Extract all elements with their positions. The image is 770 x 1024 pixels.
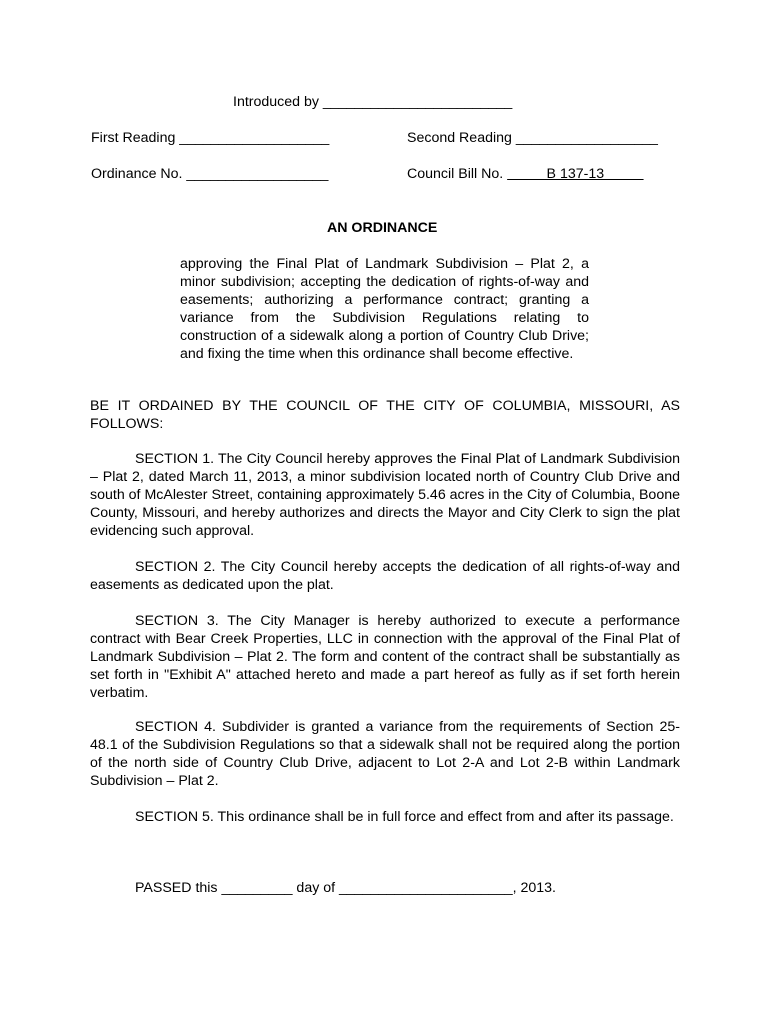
ordinance-summary: approving the Final Plat of Landmark Subdivision – Plat 2, a minor subdivision; accepting the dedication of rights-of-way and easements; authorizing a performance contract; granting a variance from the Subdivision Regulations relating to construction of a sidewalk along a portion of Country Club Drive; and fixing the time when this ordinance shall become effective. [180, 256, 589, 362]
enacting-clause: BE IT ORDAINED BY THE COUNCIL OF THE CITY OF COLUMBIA, MISSOURI, AS FOLLOWS: [90, 398, 680, 432]
section-2: SECTION 2. The City Council hereby accepts the dedication of all rights-of-way and easements as dedicated upon the plat. [90, 559, 680, 593]
council-bill-label: Council Bill No. [407, 166, 508, 182]
document-title: AN ORDINANCE [327, 220, 438, 236]
introduced-by-line: Introduced by ________________________ [233, 94, 513, 110]
section-3: SECTION 3. The City Manager is hereby authorized to execute a performance contract with Bear Creek Properties, LLC in connection with the approval of the Final Plat of Landmark Subdivision – Plat 2. The form and content of the contract shall be substantially as set forth in "Exhibit A" attached hereto and made a part hereof as fully as if set forth herein verbatim. [90, 613, 680, 701]
section-1: SECTION 1. The City Council hereby approves the Final Plat of Landmark Subdivision – Plat 2, dated March 11, 2013, a minor subdivision located north of Country Club Drive and south of McAlester Street, containing approximately 5.46 acres in the City of Columbia, Boone County, Missouri, and hereby authorizes and directs the Mayor and City Clerk to sign the plat evidencing such approval. [90, 451, 680, 539]
first-reading-line: First Reading ___________________ [91, 130, 330, 146]
ordinance-no-line: Ordinance No. __________________ [91, 166, 329, 182]
second-reading-line: Second Reading __________________ [407, 130, 658, 146]
council-bill-line [407, 165, 644, 183]
section-5: SECTION 5. This ordinance shall be in full force and effect from and after its passage. [135, 809, 674, 825]
council-bill-number: B 137-13 [507, 166, 644, 182]
section-4: SECTION 4. Subdivider is granted a variance from the requirements of Section 25-48.1 of the Subdivision Regulations so that a sidewalk shall not be required along the portion of the north side of Country Club Drive, adjacent to Lot 2-A and Lot 2-B within Landmark Subdivision – Plat 2. [90, 719, 680, 789]
passed-line: PASSED this _________ day of ______________________, 2013. [135, 880, 556, 896]
